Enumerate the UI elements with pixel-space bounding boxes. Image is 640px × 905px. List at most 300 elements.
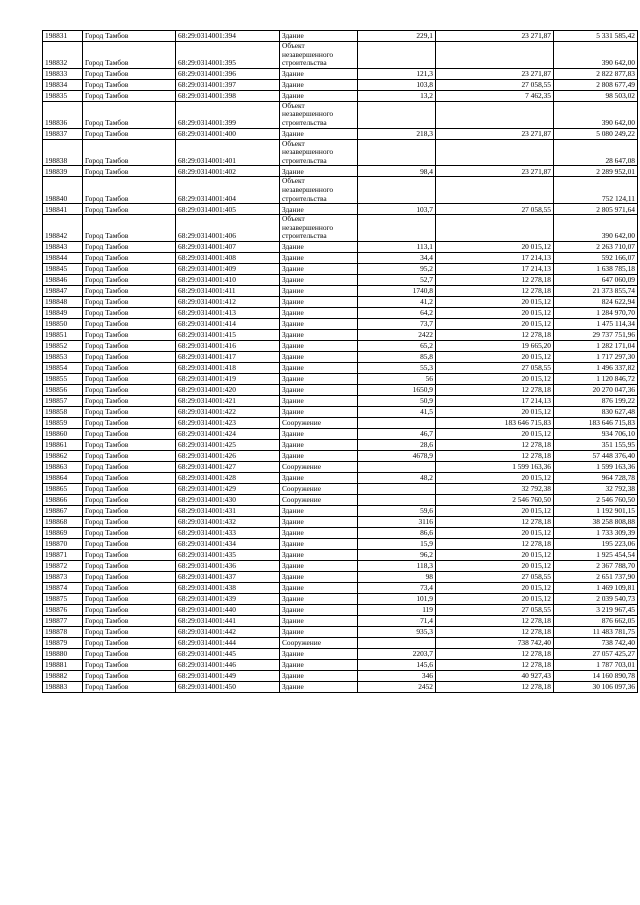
table-row [43,670,638,681]
area-cell: 48,2 [358,472,436,483]
object-type-cell: Объект незавершенного строительства [280,215,358,242]
table-row [43,139,638,166]
specific-value-cell: 12 278,18 [436,329,554,340]
object-type-cell: Здание [280,538,358,549]
table-row [43,384,638,395]
object-type-cell: Здание [280,166,358,177]
table-row [43,296,638,307]
row-number-cell: 198877 [43,615,83,626]
area-cell [358,483,436,494]
cadastral-value-cell: 28 647,08 [554,139,638,166]
cadastral-value-cell: 1 925 454,54 [554,549,638,560]
cadastral-number-cell: 68:29:0314001:426 [176,450,280,461]
object-type-cell: Здание [280,31,358,42]
cadastral-number-cell: 68:29:0314001:422 [176,406,280,417]
cadastral-value-cell: 647 060,09 [554,274,638,285]
specific-value-cell: 12 278,18 [436,538,554,549]
cadastral-value-cell: 1 475 114,34 [554,318,638,329]
row-number-cell: 198843 [43,241,83,252]
object-type-cell: Здание [280,428,358,439]
area-cell [358,177,436,204]
cadastral-number-cell: 68:29:0314001:428 [176,472,280,483]
cadastral-number-cell: 68:29:0314001:440 [176,604,280,615]
cadastral-value-cell: 964 728,78 [554,472,638,483]
cadastral-value-cell: 876 199,22 [554,395,638,406]
table-row [43,615,638,626]
table-row [43,494,638,505]
row-number-cell: 198836 [43,101,83,128]
cadastral-value-cell: 390 642,00 [554,215,638,242]
cadastral-value-cell: 2 263 710,07 [554,241,638,252]
district-cell: Город Тамбов [83,406,176,417]
specific-value-cell: 20 015,12 [436,241,554,252]
specific-value-cell: 27 058,55 [436,362,554,373]
row-number-cell: 198854 [43,362,83,373]
specific-value-cell: 20 015,12 [436,582,554,593]
area-cell: 41,2 [358,296,436,307]
district-cell: Город Тамбов [83,384,176,395]
area-cell [358,417,436,428]
cadastral-value-table [42,30,638,693]
cadastral-number-cell: 68:29:0314001:425 [176,439,280,450]
object-type-cell: Здание [280,527,358,538]
specific-value-cell: 20 015,12 [436,549,554,560]
cadastral-value-cell: 1 733 309,39 [554,527,638,538]
row-number-cell: 198870 [43,538,83,549]
cadastral-number-cell: 68:29:0314001:445 [176,648,280,659]
object-type-cell: Здание [280,593,358,604]
district-cell: Город Тамбов [83,263,176,274]
specific-value-cell: 12 278,18 [436,439,554,450]
cadastral-number-cell: 68:29:0314001:406 [176,215,280,242]
object-type-cell: Здание [280,681,358,692]
table-row [43,31,638,42]
table-row [43,90,638,101]
table-row [43,42,638,69]
row-number-cell: 198869 [43,527,83,538]
object-type-cell: Здание [280,659,358,670]
cadastral-number-cell: 68:29:0314001:442 [176,626,280,637]
row-number-cell: 198850 [43,318,83,329]
table-row [43,439,638,450]
object-type-cell: Здание [280,472,358,483]
specific-value-cell [436,42,554,69]
table-row [43,626,638,637]
cadastral-value-cell: 390 642,00 [554,42,638,69]
cadastral-number-cell: 68:29:0314001:439 [176,593,280,604]
district-cell: Город Тамбов [83,538,176,549]
object-type-cell: Сооружение [280,483,358,494]
cadastral-value-cell: 1 192 901,15 [554,505,638,516]
area-cell: 95,2 [358,263,436,274]
object-type-cell: Сооружение [280,417,358,428]
specific-value-cell: 12 278,18 [436,659,554,670]
specific-value-cell: 12 278,18 [436,384,554,395]
row-number-cell: 198846 [43,274,83,285]
area-cell: 15,9 [358,538,436,549]
cadastral-number-cell: 68:29:0314001:414 [176,318,280,329]
cadastral-number-cell: 68:29:0314001:397 [176,79,280,90]
object-type-cell: Здание [280,395,358,406]
specific-value-cell: 27 058,55 [436,604,554,615]
row-number-cell: 198862 [43,450,83,461]
row-number-cell: 198838 [43,139,83,166]
table-row [43,516,638,527]
district-cell: Город Тамбов [83,428,176,439]
area-cell: 46,7 [358,428,436,439]
table-row [43,373,638,384]
row-number-cell: 198864 [43,472,83,483]
row-number-cell: 198855 [43,373,83,384]
specific-value-cell: 20 015,12 [436,560,554,571]
cadastral-value-cell: 1 787 703,01 [554,659,638,670]
table-row [43,560,638,571]
table-row [43,549,638,560]
district-cell: Город Тамбов [83,637,176,648]
area-cell: 119 [358,604,436,615]
specific-value-cell: 23 271,87 [436,166,554,177]
cadastral-number-cell: 68:29:0314001:398 [176,90,280,101]
specific-value-cell: 738 742,40 [436,637,554,648]
object-type-cell: Здание [280,582,358,593]
table-body [43,31,638,693]
cadastral-value-cell: 14 160 890,78 [554,670,638,681]
area-cell: 73,4 [358,582,436,593]
table-row [43,318,638,329]
cadastral-value-cell: 1 496 337,82 [554,362,638,373]
area-cell: 34,4 [358,252,436,263]
area-cell: 103,8 [358,79,436,90]
cadastral-number-cell: 68:29:0314001:418 [176,362,280,373]
specific-value-cell [436,139,554,166]
district-cell: Город Тамбов [83,582,176,593]
specific-value-cell: 23 271,87 [436,128,554,139]
specific-value-cell: 23 271,87 [436,31,554,42]
cadastral-number-cell: 68:29:0314001:396 [176,68,280,79]
row-number-cell: 198839 [43,166,83,177]
cadastral-number-cell: 68:29:0314001:405 [176,204,280,215]
cadastral-value-cell: 30 106 097,36 [554,681,638,692]
area-cell: 346 [358,670,436,681]
object-type-cell: Здание [280,439,358,450]
area-cell [358,494,436,505]
specific-value-cell [436,101,554,128]
table-row [43,362,638,373]
row-number-cell: 198881 [43,659,83,670]
area-cell: 2452 [358,681,436,692]
row-number-cell: 198834 [43,79,83,90]
cadastral-number-cell: 68:29:0314001:399 [176,101,280,128]
row-number-cell: 198865 [43,483,83,494]
table-row [43,329,638,340]
cadastral-value-cell: 1 284 970,70 [554,307,638,318]
specific-value-cell: 27 058,55 [436,79,554,90]
cadastral-number-cell: 68:29:0314001:408 [176,252,280,263]
specific-value-cell: 32 792,38 [436,483,554,494]
area-cell: 1650,9 [358,384,436,395]
object-type-cell: Здание [280,241,358,252]
object-type-cell: Здание [280,516,358,527]
district-cell: Город Тамбов [83,461,176,472]
specific-value-cell: 20 015,12 [436,318,554,329]
cadastral-number-cell: 68:29:0314001:401 [176,139,280,166]
area-cell: 13,2 [358,90,436,101]
area-cell [358,461,436,472]
district-cell: Город Тамбов [83,571,176,582]
object-type-cell: Здание [280,79,358,90]
object-type-cell: Здание [280,274,358,285]
cadastral-number-cell: 68:29:0314001:444 [176,637,280,648]
district-cell: Город Тамбов [83,659,176,670]
table-row [43,659,638,670]
district-cell: Город Тамбов [83,215,176,242]
cadastral-number-cell: 68:29:0314001:419 [176,373,280,384]
table-row [43,681,638,692]
cadastral-number-cell: 68:29:0314001:421 [176,395,280,406]
row-number-cell: 198863 [43,461,83,472]
district-cell: Город Тамбов [83,626,176,637]
cadastral-number-cell: 68:29:0314001:435 [176,549,280,560]
area-cell: 103,7 [358,204,436,215]
area-cell: 59,6 [358,505,436,516]
row-number-cell: 198848 [43,296,83,307]
cadastral-number-cell: 68:29:0314001:433 [176,527,280,538]
cadastral-number-cell: 68:29:0314001:410 [176,274,280,285]
area-cell: 71,4 [358,615,436,626]
district-cell: Город Тамбов [83,68,176,79]
cadastral-number-cell: 68:29:0314001:432 [176,516,280,527]
table-row [43,215,638,242]
table-row [43,571,638,582]
cadastral-number-cell: 68:29:0314001:429 [176,483,280,494]
cadastral-number-cell: 68:29:0314001:450 [176,681,280,692]
object-type-cell: Здание [280,329,358,340]
specific-value-cell: 23 271,87 [436,68,554,79]
cadastral-value-cell: 1 120 846,72 [554,373,638,384]
table-row [43,538,638,549]
cadastral-value-cell: 21 373 855,74 [554,285,638,296]
row-number-cell: 198875 [43,593,83,604]
cadastral-value-cell: 351 155,95 [554,439,638,450]
district-cell: Город Тамбов [83,483,176,494]
district-cell: Город Тамбов [83,527,176,538]
table-row [43,527,638,538]
area-cell [358,215,436,242]
specific-value-cell: 20 015,12 [436,406,554,417]
cadastral-number-cell: 68:29:0314001:423 [176,417,280,428]
table-row [43,593,638,604]
cadastral-value-cell: 32 792,38 [554,483,638,494]
area-cell [358,637,436,648]
district-cell: Город Тамбов [83,615,176,626]
row-number-cell: 198831 [43,31,83,42]
row-number-cell: 198866 [43,494,83,505]
district-cell: Город Тамбов [83,101,176,128]
district-cell: Город Тамбов [83,139,176,166]
cadastral-value-cell: 824 622,94 [554,296,638,307]
table-row [43,79,638,90]
district-cell: Город Тамбов [83,681,176,692]
specific-value-cell [436,215,554,242]
specific-value-cell: 20 015,12 [436,296,554,307]
table-row [43,450,638,461]
district-cell: Город Тамбов [83,252,176,263]
row-number-cell: 198868 [43,516,83,527]
object-type-cell: Здание [280,549,358,560]
table-row [43,604,638,615]
table-row [43,307,638,318]
district-cell: Город Тамбов [83,494,176,505]
district-cell: Город Тамбов [83,373,176,384]
cadastral-number-cell: 68:29:0314001:409 [176,263,280,274]
cadastral-value-cell: 3 219 967,45 [554,604,638,615]
area-cell: 118,3 [358,560,436,571]
specific-value-cell: 12 278,18 [436,626,554,637]
object-type-cell: Здание [280,450,358,461]
object-type-cell: Объект незавершенного строительства [280,139,358,166]
specific-value-cell: 183 646 715,83 [436,417,554,428]
cadastral-number-cell: 68:29:0314001:395 [176,42,280,69]
cadastral-number-cell: 68:29:0314001:411 [176,285,280,296]
cadastral-number-cell: 68:29:0314001:431 [176,505,280,516]
area-cell: 113,1 [358,241,436,252]
row-number-cell: 198847 [43,285,83,296]
specific-value-cell: 20 015,12 [436,527,554,538]
cadastral-value-cell: 2 367 788,70 [554,560,638,571]
cadastral-number-cell: 68:29:0314001:402 [176,166,280,177]
cadastral-number-cell: 68:29:0314001:394 [176,31,280,42]
district-cell: Город Тамбов [83,79,176,90]
area-cell: 50,9 [358,395,436,406]
district-cell: Город Тамбов [83,285,176,296]
specific-value-cell: 12 278,18 [436,615,554,626]
specific-value-cell: 20 015,12 [436,505,554,516]
cadastral-number-cell: 68:29:0314001:412 [176,296,280,307]
row-number-cell: 198849 [43,307,83,318]
district-cell: Город Тамбов [83,296,176,307]
cadastral-value-cell: 2 039 540,73 [554,593,638,604]
table-row [43,101,638,128]
row-number-cell: 198880 [43,648,83,659]
district-cell: Город Тамбов [83,177,176,204]
object-type-cell: Здание [280,505,358,516]
object-type-cell: Сооружение [280,637,358,648]
area-cell: 101,9 [358,593,436,604]
object-type-cell: Здание [280,285,358,296]
district-cell: Город Тамбов [83,560,176,571]
row-number-cell: 198867 [43,505,83,516]
district-cell: Город Тамбов [83,241,176,252]
specific-value-cell: 2 546 760,50 [436,494,554,505]
object-type-cell: Здание [280,204,358,215]
cadastral-number-cell: 68:29:0314001:449 [176,670,280,681]
table-row [43,252,638,263]
cadastral-number-cell: 68:29:0314001:415 [176,329,280,340]
cadastral-value-cell: 57 448 376,40 [554,450,638,461]
object-type-cell: Здание [280,90,358,101]
cadastral-value-cell: 11 483 781,75 [554,626,638,637]
cadastral-number-cell: 68:29:0314001:436 [176,560,280,571]
cadastral-value-cell: 830 627,48 [554,406,638,417]
table-row [43,285,638,296]
object-type-cell: Здание [280,560,358,571]
table-row [43,128,638,139]
cadastral-value-cell: 20 270 047,36 [554,384,638,395]
row-number-cell: 198851 [43,329,83,340]
district-cell: Город Тамбов [83,340,176,351]
cadastral-value-cell: 876 662,05 [554,615,638,626]
district-cell: Город Тамбов [83,417,176,428]
row-number-cell: 198845 [43,263,83,274]
district-cell: Город Тамбов [83,204,176,215]
row-number-cell: 198872 [43,560,83,571]
district-cell: Город Тамбов [83,450,176,461]
row-number-cell: 198837 [43,128,83,139]
district-cell: Город Тамбов [83,439,176,450]
cadastral-value-cell: 2 546 760,50 [554,494,638,505]
table-row [43,461,638,472]
object-type-cell: Здание [280,362,358,373]
table-row [43,406,638,417]
row-number-cell: 198883 [43,681,83,692]
district-cell: Город Тамбов [83,472,176,483]
district-cell: Город Тамбов [83,166,176,177]
area-cell: 65,2 [358,340,436,351]
district-cell: Город Тамбов [83,307,176,318]
district-cell: Город Тамбов [83,604,176,615]
specific-value-cell: 12 278,18 [436,285,554,296]
specific-value-cell: 12 278,18 [436,450,554,461]
table-row [43,68,638,79]
row-number-cell: 198882 [43,670,83,681]
table-row [43,395,638,406]
row-number-cell: 198842 [43,215,83,242]
specific-value-cell: 12 278,18 [436,681,554,692]
object-type-cell: Здание [280,128,358,139]
specific-value-cell: 20 015,12 [436,428,554,439]
row-number-cell: 198833 [43,68,83,79]
area-cell: 2422 [358,329,436,340]
row-number-cell: 198856 [43,384,83,395]
district-cell: Город Тамбов [83,362,176,373]
object-type-cell: Здание [280,615,358,626]
specific-value-cell: 20 015,12 [436,593,554,604]
row-number-cell: 198878 [43,626,83,637]
area-cell: 935,3 [358,626,436,637]
area-cell: 96,2 [358,549,436,560]
cadastral-value-cell: 38 258 808,88 [554,516,638,527]
row-number-cell: 198859 [43,417,83,428]
cadastral-number-cell: 68:29:0314001:400 [176,128,280,139]
table-row [43,204,638,215]
specific-value-cell: 17 214,13 [436,252,554,263]
cadastral-value-cell: 1 717 297,30 [554,351,638,362]
district-cell: Город Тамбов [83,549,176,560]
area-cell: 64,2 [358,307,436,318]
cadastral-value-cell: 934 706,10 [554,428,638,439]
area-cell: 41,5 [358,406,436,417]
cadastral-value-cell: 1 282 171,04 [554,340,638,351]
cadastral-number-cell: 68:29:0314001:430 [176,494,280,505]
area-cell [358,139,436,166]
district-cell: Город Тамбов [83,505,176,516]
district-cell: Город Тамбов [83,318,176,329]
table-row [43,505,638,516]
object-type-cell: Здание [280,351,358,362]
district-cell: Город Тамбов [83,648,176,659]
cadastral-number-cell: 68:29:0314001:441 [176,615,280,626]
object-type-cell: Здание [280,604,358,615]
